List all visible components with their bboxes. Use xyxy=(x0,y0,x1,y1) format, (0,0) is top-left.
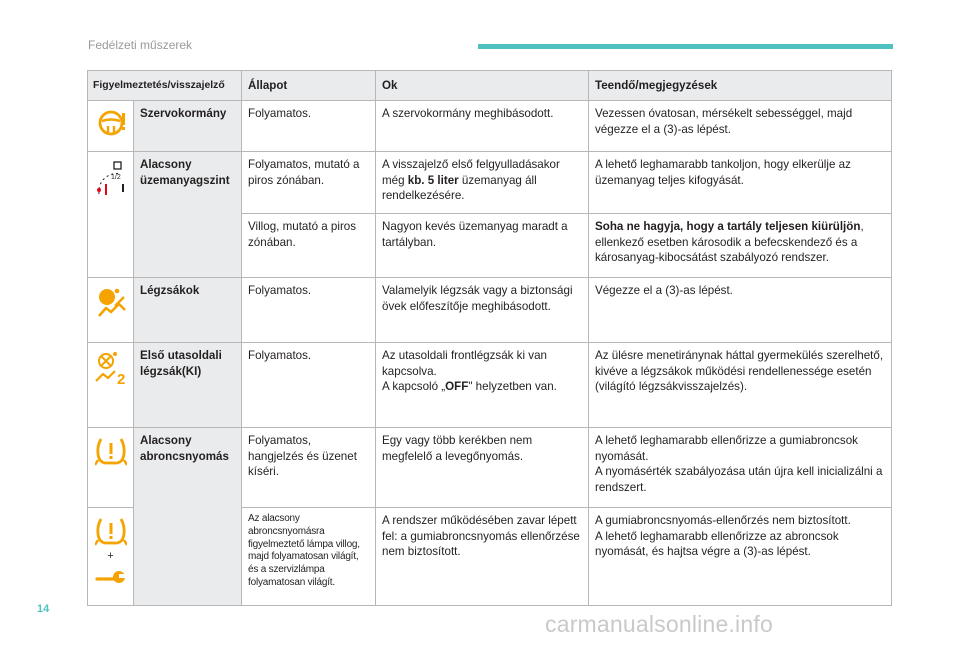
state-text: Folyamatos, hangjelzés és üzenet kíséri. xyxy=(242,428,376,508)
icon-cell xyxy=(88,508,134,606)
action-text: Az ülésre menetiránynak háttal gyermekülés szerelhető, kivéve a légzsákok működési rendellenessége esetén (világító légzsákvisszajelzés). xyxy=(589,343,892,428)
warning-name: Légzsákok xyxy=(134,278,242,343)
passenger-airbag-digit: 2 xyxy=(116,371,125,385)
cause-text: A szervokormány meghibásodott. xyxy=(376,101,589,152)
col-header-cause: Ok xyxy=(376,71,589,101)
icon-cell xyxy=(88,428,134,508)
action-line: A lehető leghamarabb ellenőrizze a gumiabroncsok nyomását. xyxy=(595,434,858,463)
icon-cell xyxy=(88,278,134,343)
passenger-airbag-off-icon xyxy=(93,371,129,388)
col-header-warning: Figyelmeztetés/visszajelző xyxy=(88,71,242,101)
state-text: Az alacsony abroncsnyomásra figyelmeztető lámpa villog, majd folyamatosan világít, és a szervizlámpa folyamatosan világít. xyxy=(242,508,376,606)
warning-name: Szervokormány xyxy=(134,101,242,152)
table-header-row xyxy=(88,71,892,101)
fuel-gauge-icon xyxy=(94,174,128,203)
action-emphasis: Soha ne hagyja, hogy a tartály teljesen kiürüljön xyxy=(595,220,861,233)
action-text xyxy=(589,508,892,606)
fuel-gauge-label: 1/2 xyxy=(110,174,121,181)
cause-line: A kapcsoló „ xyxy=(382,380,446,393)
icon-cell xyxy=(88,152,134,278)
cause-text: Valamelyik légzsák vagy a biztonsági övek előfeszítője meghibásodott. xyxy=(376,278,589,343)
state-text: Villog, mutató a piros zónában. xyxy=(242,214,376,278)
state-text: Folyamatos, mutató a piros zónában. xyxy=(242,152,376,214)
wrench-icon xyxy=(88,568,133,584)
cause-line: " helyzetben van. xyxy=(468,380,557,393)
cause-text: A rendszer működésében zavar lépett fel: a gumiabroncsnyomás ellenőrzése nem biztosított. xyxy=(376,508,589,606)
table-row xyxy=(88,278,892,343)
tyre-pressure-icon xyxy=(95,456,127,469)
icon-cell xyxy=(88,101,134,152)
plus-sign: + xyxy=(107,550,114,562)
cause-text: Nagyon kevés üzemanyag maradt a tartályban. xyxy=(376,214,589,278)
icon-cell xyxy=(88,343,134,428)
state-text: Folyamatos. xyxy=(242,101,376,152)
warning-name: Első utasoldali légzsák(KI) xyxy=(134,343,242,428)
table-row xyxy=(88,343,892,428)
action-text-part: , ellenkező esetben károsodik a befecskendező és a károsanyag-kibocsátást szabályozó rendszer. xyxy=(595,220,864,264)
table-row xyxy=(88,101,892,152)
cause-text: Egy vagy több kerékben nem megfelelő a levegőnyomás. xyxy=(376,428,589,508)
table-row xyxy=(88,152,892,214)
cause-text-part: A visszajelző első felgyulladásakor még xyxy=(382,158,560,187)
header-accent-bar xyxy=(478,44,893,49)
col-header-state: Állapot xyxy=(242,71,376,101)
action-text xyxy=(589,428,892,508)
action-text: Vezessen óvatosan, mérsékelt sebességgel, majd végezze el a (3)-as lépést. xyxy=(589,101,892,152)
action-line: A lehető leghamarabb ellenőrizze az abroncsok nyomását, és hajtsa végre a (3)-as lépést. xyxy=(595,529,839,558)
action-line: A nyomásérték szabályozása után újra kell inicializálni a rendszert. xyxy=(595,465,883,494)
page-number: 14 xyxy=(37,603,50,615)
switch-position: OFF xyxy=(445,380,469,393)
tyre-pressure-icon xyxy=(88,516,133,546)
action-text: Végezze el a (3)-as lépést. xyxy=(589,278,892,343)
action-line: A gumiabroncsnyomás-ellenőrzés nem biztosított. xyxy=(595,514,851,527)
section-title: Fedélzeti műszerek xyxy=(88,38,193,52)
warning-name: Alacsony üzemanyagszint xyxy=(134,152,242,278)
steering-wheel-warning-icon xyxy=(96,127,126,140)
state-text: Folyamatos. xyxy=(242,278,376,343)
warning-lights-table xyxy=(87,70,892,606)
cause-text xyxy=(376,343,589,428)
action-text xyxy=(589,214,892,278)
state-text: Folyamatos. xyxy=(242,343,376,428)
cause-line: Az utasoldali frontlégzsák ki van kapcsolva. xyxy=(382,349,547,378)
table-row xyxy=(88,428,892,508)
warning-name: Alacsony abroncsnyomás xyxy=(134,428,242,606)
fuel-amount: kb. 5 liter xyxy=(407,173,459,187)
watermark: carmanualsonline.info xyxy=(545,611,773,637)
col-header-action: Teendő/megjegyzések xyxy=(589,71,892,101)
airbag-icon xyxy=(95,308,127,321)
cause-text-part: üzemanyag áll rendelkezésére. xyxy=(382,173,537,202)
cause-text xyxy=(376,152,589,214)
action-text: A lehető leghamarabb tankoljon, hogy elkerülje az üzemanyag teljes kifogyását. xyxy=(589,152,892,214)
